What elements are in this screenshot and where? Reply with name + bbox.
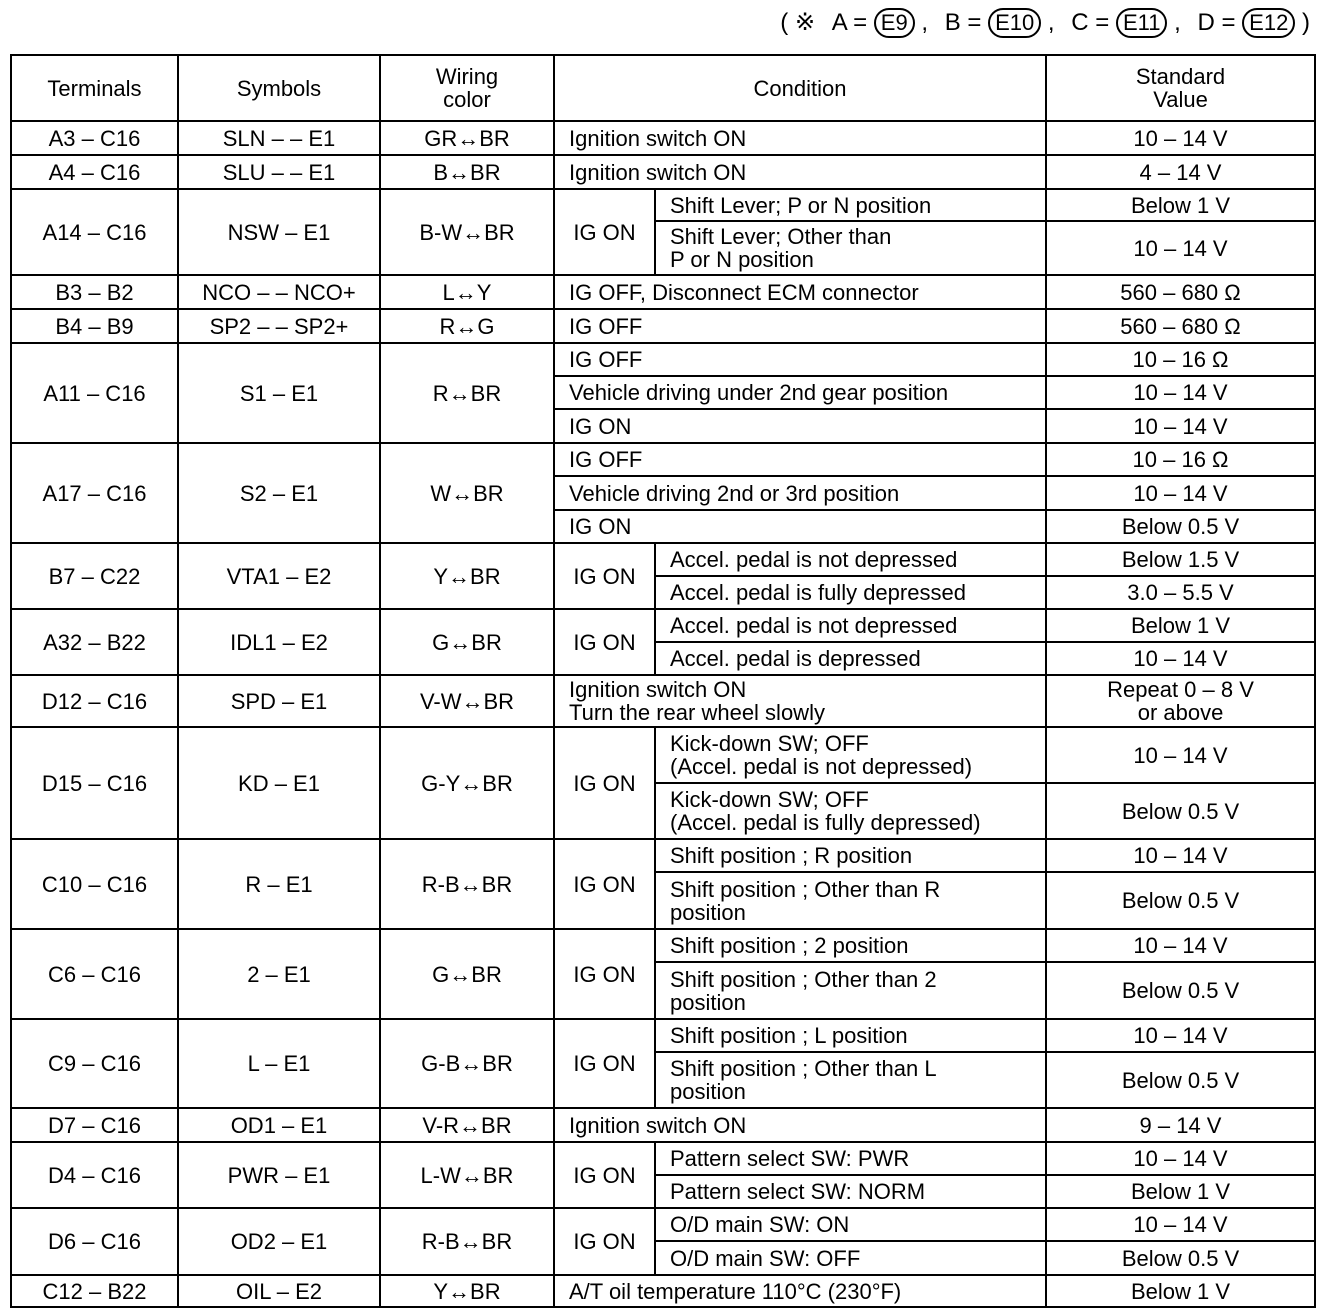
- wiring-color-cell: V-W↔BR: [380, 675, 554, 727]
- standard-value-cell: Below 0.5 V: [1046, 1241, 1315, 1275]
- condition-cell: Shift Lever; Other than P or N position: [655, 221, 1046, 275]
- table-body: [11, 121, 1315, 1307]
- wiring-color-cell: L↔Y: [380, 275, 554, 309]
- standard-value-cell: Below 1 V: [1046, 1175, 1315, 1208]
- condition-cell: IG ON: [554, 409, 1046, 443]
- main-condition-cell: IG ON: [554, 839, 655, 929]
- wiring-color-cell: G-Y↔BR: [380, 727, 554, 839]
- condition-cell: Shift position ; Other than L position: [655, 1052, 1046, 1108]
- legend-mark: ※: [794, 9, 816, 36]
- wiring-color-cell: G↔BR: [380, 609, 554, 675]
- table-row: [11, 1019, 1315, 1052]
- standard-value-cell: 10 – 16 Ω: [1046, 343, 1315, 376]
- table-row: [11, 1108, 1315, 1142]
- terminals-cell: D12 – C16: [11, 675, 178, 727]
- standard-value-cell: 10 – 14 V: [1046, 929, 1315, 962]
- main-condition-cell: IG ON: [554, 1208, 655, 1275]
- condition-cell: O/D main SW: OFF: [655, 1241, 1046, 1275]
- symbols-cell: S2 – E1: [178, 443, 380, 543]
- table-row: [11, 189, 1315, 221]
- legend-code: E10: [988, 8, 1041, 38]
- terminals-cell: C6 – C16: [11, 929, 178, 1019]
- terminals-cell: A17 – C16: [11, 443, 178, 543]
- table-row: [11, 443, 1315, 476]
- symbols-cell: 2 – E1: [178, 929, 380, 1019]
- symbols-cell: SLN – – E1: [178, 121, 380, 155]
- header-symbols: Symbols: [178, 55, 380, 121]
- wiring-color-cell: R-B↔BR: [380, 1208, 554, 1275]
- header-standard-value: Standard Value: [1046, 55, 1315, 121]
- terminals-cell: C12 – B22: [11, 1275, 178, 1307]
- standard-value-cell: Repeat 0 – 8 V or above: [1046, 675, 1315, 727]
- table-row: [11, 155, 1315, 189]
- legend-label: B =: [944, 9, 982, 36]
- condition-cell: Pattern select SW: PWR: [655, 1142, 1046, 1175]
- main-condition-cell: IG ON: [554, 543, 655, 609]
- table-row: [11, 543, 1315, 576]
- condition-cell: Ignition switch ON: [554, 155, 1046, 189]
- standard-value-cell: 10 – 14 V: [1046, 727, 1315, 783]
- condition-cell: Shift position ; R position: [655, 839, 1046, 872]
- legend-code: E11: [1116, 8, 1168, 38]
- legend-close-paren: ): [1302, 9, 1310, 36]
- table-row: [11, 1275, 1315, 1307]
- main-condition-cell: IG ON: [554, 1019, 655, 1108]
- table-row: [11, 121, 1315, 155]
- wiring-color-cell: W↔BR: [380, 443, 554, 543]
- table-row: [11, 609, 1315, 642]
- standard-value-cell: Below 1 V: [1046, 1275, 1315, 1307]
- legend-entry-c: [1071, 9, 1174, 36]
- terminals-cell: D15 – C16: [11, 727, 178, 839]
- symbols-cell: OD2 – E1: [178, 1208, 380, 1275]
- condition-cell: Vehicle driving 2nd or 3rd position: [554, 476, 1046, 510]
- connector-legend: ( ※ A = E9 , B = E10 , C = E11 , D = E12 ): [780, 9, 1310, 36]
- condition-cell: Ignition switch ON Turn the rear wheel slowly: [554, 675, 1046, 727]
- table-row: [11, 1142, 1315, 1175]
- terminals-cell: B3 – B2: [11, 275, 178, 309]
- wiring-color-cell: Y↔BR: [380, 1275, 554, 1307]
- wiring-color-cell: R↔G: [380, 309, 554, 343]
- legend-code: E12: [1242, 8, 1295, 38]
- condition-cell: Accel. pedal is not depressed: [655, 543, 1046, 576]
- condition-cell: Shift position ; Other than 2 position: [655, 962, 1046, 1019]
- legend-entry-d: [1197, 9, 1302, 36]
- standard-value-cell: 10 – 16 Ω: [1046, 443, 1315, 476]
- condition-cell: Accel. pedal is not depressed: [655, 609, 1046, 642]
- symbols-cell: L – E1: [178, 1019, 380, 1108]
- header-wiring-color: Wiring color: [380, 55, 554, 121]
- symbols-cell: NCO – – NCO+: [178, 275, 380, 309]
- terminals-cell: A32 – B22: [11, 609, 178, 675]
- main-condition-cell: IG ON: [554, 929, 655, 1019]
- header-terminals: Terminals: [11, 55, 178, 121]
- wiring-color-cell: R↔BR: [380, 343, 554, 443]
- symbols-cell: VTA1 – E2: [178, 543, 380, 609]
- main-condition-cell: IG ON: [554, 189, 655, 275]
- wiring-color-cell: GR↔BR: [380, 121, 554, 155]
- header-condition: Condition: [554, 55, 1046, 121]
- condition-cell: IG OFF, Disconnect ECM connector: [554, 275, 1046, 309]
- standard-value-cell: 10 – 14 V: [1046, 221, 1315, 275]
- symbols-cell: NSW – E1: [178, 189, 380, 275]
- terminals-cell: D4 – C16: [11, 1142, 178, 1208]
- symbols-cell: IDL1 – E2: [178, 609, 380, 675]
- terminals-cell: A11 – C16: [11, 343, 178, 443]
- standard-value-cell: 3.0 – 5.5 V: [1046, 576, 1315, 609]
- wiring-color-cell: B-W↔BR: [380, 189, 554, 275]
- terminal-spec-table: [10, 54, 1316, 1308]
- standard-value-cell: 10 – 14 V: [1046, 376, 1315, 409]
- symbols-cell: SP2 – – SP2+: [178, 309, 380, 343]
- terminals-cell: A3 – C16: [11, 121, 178, 155]
- wiring-color-cell: R-B↔BR: [380, 839, 554, 929]
- condition-cell: Accel. pedal is fully depressed: [655, 576, 1046, 609]
- standard-value-cell: 10 – 14 V: [1046, 409, 1315, 443]
- condition-cell: Shift Lever; P or N position: [655, 189, 1046, 221]
- standard-value-cell: 560 – 680 Ω: [1046, 309, 1315, 343]
- legend-label: A =: [831, 9, 868, 36]
- symbols-cell: PWR – E1: [178, 1142, 380, 1208]
- legend-label: C =: [1071, 9, 1110, 36]
- standard-value-cell: Below 0.5 V: [1046, 872, 1315, 929]
- table-header: [11, 55, 1315, 121]
- symbols-cell: R – E1: [178, 839, 380, 929]
- symbols-cell: SPD – E1: [178, 675, 380, 727]
- condition-cell: O/D main SW: ON: [655, 1208, 1046, 1241]
- table-row: [11, 275, 1315, 309]
- condition-cell: Kick-down SW; OFF (Accel. pedal is fully depressed): [655, 783, 1046, 839]
- standard-value-cell: 10 – 14 V: [1046, 1019, 1315, 1052]
- symbols-cell: KD – E1: [178, 727, 380, 839]
- legend-label: D =: [1197, 9, 1236, 36]
- table-row: [11, 839, 1315, 872]
- table-row: [11, 309, 1315, 343]
- terminals-cell: D6 – C16: [11, 1208, 178, 1275]
- table-row: [11, 675, 1315, 727]
- standard-value-cell: 10 – 14 V: [1046, 476, 1315, 510]
- legend-entry-b: [945, 9, 1048, 36]
- terminals-cell: A14 – C16: [11, 189, 178, 275]
- condition-cell: Vehicle driving under 2nd gear position: [554, 376, 1046, 409]
- terminals-cell: A4 – C16: [11, 155, 178, 189]
- standard-value-cell: Below 0.5 V: [1046, 1052, 1315, 1108]
- standard-value-cell: 4 – 14 V: [1046, 155, 1315, 189]
- table-row: [11, 343, 1315, 376]
- standard-value-cell: Below 1.5 V: [1046, 543, 1315, 576]
- legend-entry-a: [832, 9, 922, 36]
- condition-cell: Shift position ; Other than R position: [655, 872, 1046, 929]
- header-row: [11, 55, 1315, 121]
- symbols-cell: OIL – E2: [178, 1275, 380, 1307]
- standard-value-cell: 9 – 14 V: [1046, 1108, 1315, 1142]
- terminals-cell: B4 – B9: [11, 309, 178, 343]
- symbols-cell: SLU – – E1: [178, 155, 380, 189]
- standard-value-cell: Below 0.5 V: [1046, 962, 1315, 1019]
- terminals-cell: C10 – C16: [11, 839, 178, 929]
- condition-cell: A/T oil temperature 110°C (230°F): [554, 1275, 1046, 1307]
- wiring-color-cell: G-B↔BR: [380, 1019, 554, 1108]
- condition-cell: IG OFF: [554, 309, 1046, 343]
- wiring-color-cell: L-W↔BR: [380, 1142, 554, 1208]
- wiring-color-cell: Y↔BR: [380, 543, 554, 609]
- standard-value-cell: Below 1 V: [1046, 189, 1315, 221]
- condition-cell: Ignition switch ON: [554, 1108, 1046, 1142]
- condition-cell: Kick-down SW; OFF (Accel. pedal is not depressed): [655, 727, 1046, 783]
- standard-value-cell: Below 0.5 V: [1046, 510, 1315, 543]
- condition-cell: IG OFF: [554, 343, 1046, 376]
- legend-open-paren: (: [780, 9, 789, 36]
- main-condition-cell: IG ON: [554, 609, 655, 675]
- standard-value-cell: 10 – 14 V: [1046, 121, 1315, 155]
- legend-code: E9: [874, 8, 915, 38]
- condition-cell: Shift position ; L position: [655, 1019, 1046, 1052]
- standard-value-cell: 10 – 14 V: [1046, 1142, 1315, 1175]
- wiring-color-cell: G↔BR: [380, 929, 554, 1019]
- standard-value-cell: Below 1 V: [1046, 609, 1315, 642]
- wiring-color-cell: V-R↔BR: [380, 1108, 554, 1142]
- condition-cell: IG OFF: [554, 443, 1046, 476]
- terminals-cell: C9 – C16: [11, 1019, 178, 1108]
- main-condition-cell: IG ON: [554, 727, 655, 839]
- wiring-color-cell: B↔BR: [380, 155, 554, 189]
- terminals-cell: B7 – C22: [11, 543, 178, 609]
- condition-cell: IG ON: [554, 510, 1046, 543]
- main-condition-cell: IG ON: [554, 1142, 655, 1208]
- condition-cell: Shift position ; 2 position: [655, 929, 1046, 962]
- condition-cell: Accel. pedal is depressed: [655, 642, 1046, 675]
- condition-cell: Ignition switch ON: [554, 121, 1046, 155]
- table-row: [11, 929, 1315, 962]
- terminals-cell: D7 – C16: [11, 1108, 178, 1142]
- table-row: [11, 1208, 1315, 1241]
- condition-cell: Pattern select SW: NORM: [655, 1175, 1046, 1208]
- standard-value-cell: 10 – 14 V: [1046, 642, 1315, 675]
- standard-value-cell: Below 0.5 V: [1046, 783, 1315, 839]
- symbols-cell: S1 – E1: [178, 343, 380, 443]
- standard-value-cell: 10 – 14 V: [1046, 1208, 1315, 1241]
- standard-value-cell: 560 – 680 Ω: [1046, 275, 1315, 309]
- symbols-cell: OD1 – E1: [178, 1108, 380, 1142]
- standard-value-cell: 10 – 14 V: [1046, 839, 1315, 872]
- table-row: [11, 727, 1315, 783]
